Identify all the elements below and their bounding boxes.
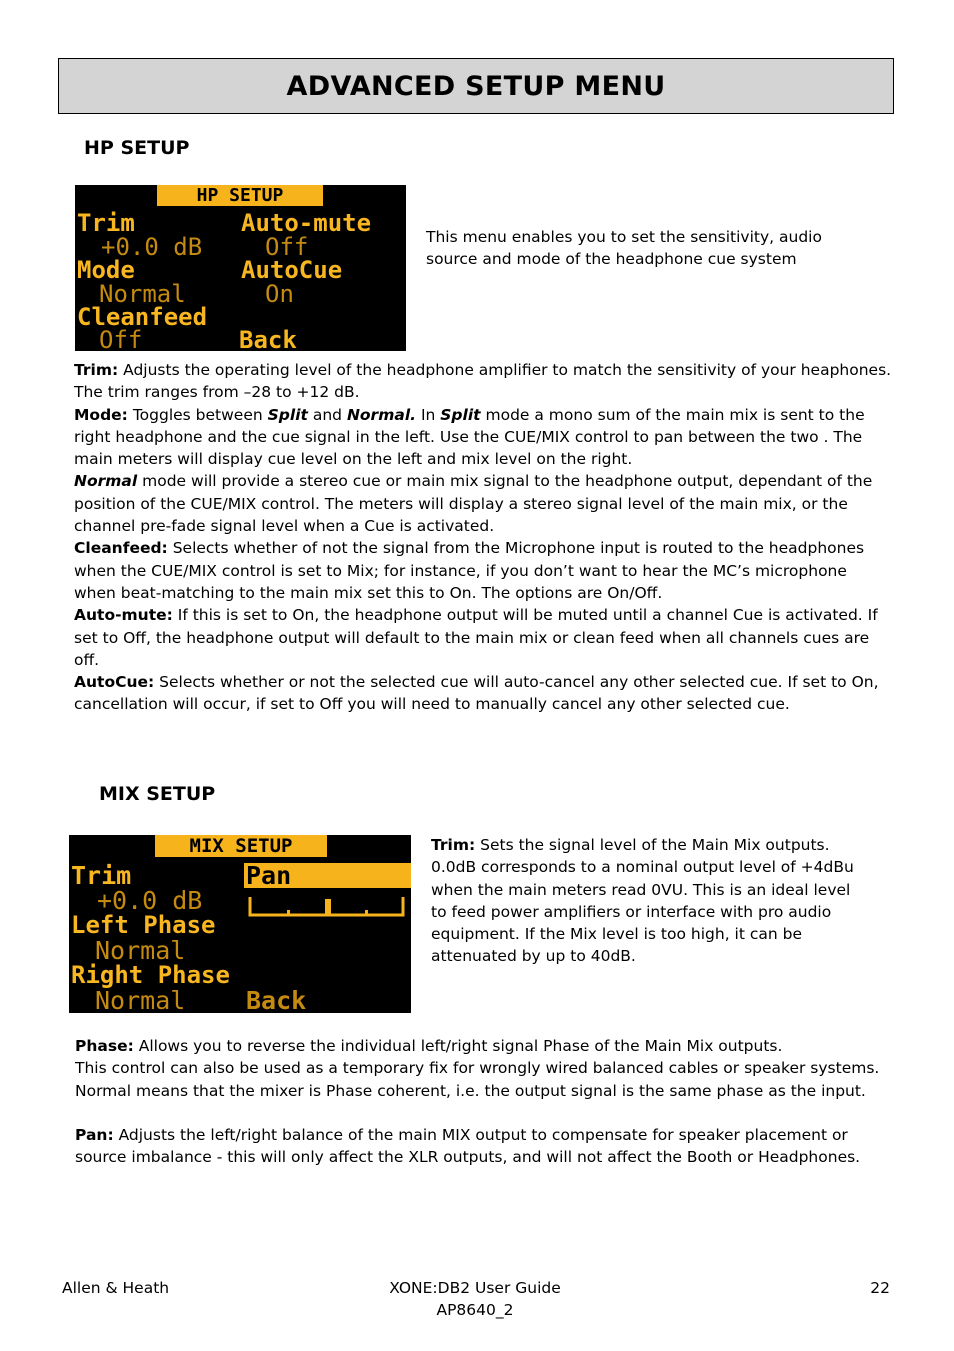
page-title: ADVANCED SETUP MENU [286, 70, 666, 102]
hp-setup-description [74, 359, 892, 716]
lcd-automute-label: Auto-mute [241, 209, 372, 237]
trim-text: Adjusts the operating level of the headphone amplifier to match the sensitivity of your heaphones. The trim ranges from –28 to +12 dB. [74, 361, 892, 402]
footer-page-number: 22 [870, 1279, 890, 1297]
lcd-pan-meter [247, 893, 407, 919]
lcd-back-label: Back [246, 986, 307, 1013]
lcd-mode-value: Normal [99, 280, 186, 308]
lcd-mode-label: Mode [77, 256, 135, 284]
lcd-right-phase-value: Normal [95, 986, 186, 1013]
cleanfeed-paragraph [74, 537, 892, 604]
automute-term: Auto-mute: [74, 606, 173, 625]
page-title-box [58, 58, 894, 114]
mix-trim-term: Trim: [431, 836, 476, 854]
phase-line-3: Normal means that the mixer is Phase coherent, i.e. the output signal is the same phase as the input. [75, 1081, 866, 1100]
spacer [75, 1102, 887, 1124]
mode-text-2: and [307, 405, 347, 424]
trim-paragraph [74, 359, 892, 404]
lcd-right-phase-label: Right Phase [71, 961, 230, 989]
lcd-cleanfeed-label: Cleanfeed [77, 303, 208, 331]
lcd-trim-value: +0.0 dB [97, 886, 203, 915]
trim-term: Trim: [74, 361, 119, 379]
mix-trim-text: Sets the signal level of the Main Mix outputs. 0.0dB corresponds to a nominal output level of +4dBu when the main meters read 0VU. This is an ideal level to feed power amplifiers or interface with pro audio equipment. If the Mix level is too high, it can be attenuated by up to 40dB. [431, 836, 854, 966]
lcd-back-label: Back [239, 326, 297, 351]
autocue-term: AutoCue: [74, 673, 155, 692]
lcd-left-phase-label: Left Phase [71, 911, 216, 939]
automute-paragraph [74, 604, 892, 671]
autocue-paragraph [74, 671, 892, 716]
footer-center [370, 1277, 580, 1321]
lcd-title: HP SETUP [157, 185, 323, 206]
mode-split-2: Split [440, 405, 481, 424]
pan-text: Adjusts the left/right balance of the main MIX output to compensate for speaker placement or source imbalance - this will only affect the XLR outputs, and will not affect the Booth or Headphones. [75, 1126, 861, 1167]
normal-text: mode will provide a stereo cue or main mix signal to the headphone output, dependant of the position of the CUE/MIX control. The meters will display a stereo signal level of the main mix, or the channel pre-fade signal level when a Cue is activated. [74, 472, 873, 536]
mode-paragraph [74, 404, 892, 471]
lcd-cleanfeed-value: Off [99, 326, 143, 351]
automute-text: If this is set to On, the headphone output will be muted until a channel Cue is activated. If set to Off, the headphone output will default to the main mix or clean feed when all channels cues are off. [74, 606, 878, 669]
footer-company: Allen & Heath [62, 1279, 170, 1297]
mode-text-4: mode a mono sum of the main mix is sent to the right headphone and the cue signal in the left. Use the CUE/MIX control to pan between the two . The main meters will display cue level on the left and mix level on the right. [74, 405, 865, 469]
mix-setup-description [75, 1035, 887, 1169]
footer-doc-number: AP8640_2 [436, 1301, 514, 1319]
phase-line-2: This control can also be used as a temporary fix for wrongly wired balanced cables or speaker systems. [75, 1059, 880, 1078]
mode-text-1: Toggles between [127, 405, 268, 424]
cleanfeed-text: Selects whether of not the signal from the Microphone input is routed to the headphones when the CUE/MIX control is set to Mix; for instance, if you don’t want to hear the MC’s microphone when beat-matching to the main mix set this to On. The options are On/Off. [74, 539, 865, 602]
mode-split: Split [267, 405, 308, 424]
mix-trim-description [431, 834, 861, 968]
lcd-trim-value: +0.0 dB [101, 233, 203, 261]
footer-guide-title: XONE:DB2 User Guide [389, 1279, 561, 1297]
hp-setup-intro: This menu enables you to set the sensitivity, audio source and mode of the headphone cue system [426, 228, 822, 269]
lcd-autocue-label: AutoCue [241, 256, 343, 284]
phase-paragraph [75, 1035, 887, 1057]
lcd-trim-label: Trim [77, 209, 135, 237]
normal-paragraph [74, 470, 892, 537]
lcd-pan-label: Pan [244, 863, 411, 888]
lcd-autocue-value: On [265, 280, 294, 308]
hp-setup-lcd-screen [75, 185, 406, 351]
lcd-title: MIX SETUP [155, 835, 327, 857]
cleanfeed-term: Cleanfeed: [74, 539, 168, 558]
mix-setup-lcd-screen [69, 835, 411, 1013]
mix-setup-heading: MIX SETUP [99, 783, 216, 805]
lcd-left-phase-value: Normal [95, 936, 186, 965]
pan-paragraph [75, 1124, 887, 1169]
phase-text: Allows you to reverse the individual left/right signal Phase of the Main Mix outputs. [133, 1037, 783, 1055]
autocue-text: Selects whether or not the selected cue will auto-cancel any other selected cue. If set to On, cancellation will occur, if set to Off you will need to manually cancel any other selected cue. [74, 673, 879, 714]
pan-term: Pan: [75, 1126, 114, 1145]
mode-text-3: In [416, 405, 441, 424]
lcd-automute-value: Off [265, 233, 309, 261]
hp-setup-heading: HP SETUP [84, 137, 190, 159]
phase-term: Phase: [75, 1037, 134, 1055]
normal-term: Normal [74, 472, 138, 491]
mode-term: Mode: [74, 405, 128, 424]
mode-normal: Normal. [346, 405, 417, 424]
lcd-trim-label: Trim [71, 861, 132, 890]
